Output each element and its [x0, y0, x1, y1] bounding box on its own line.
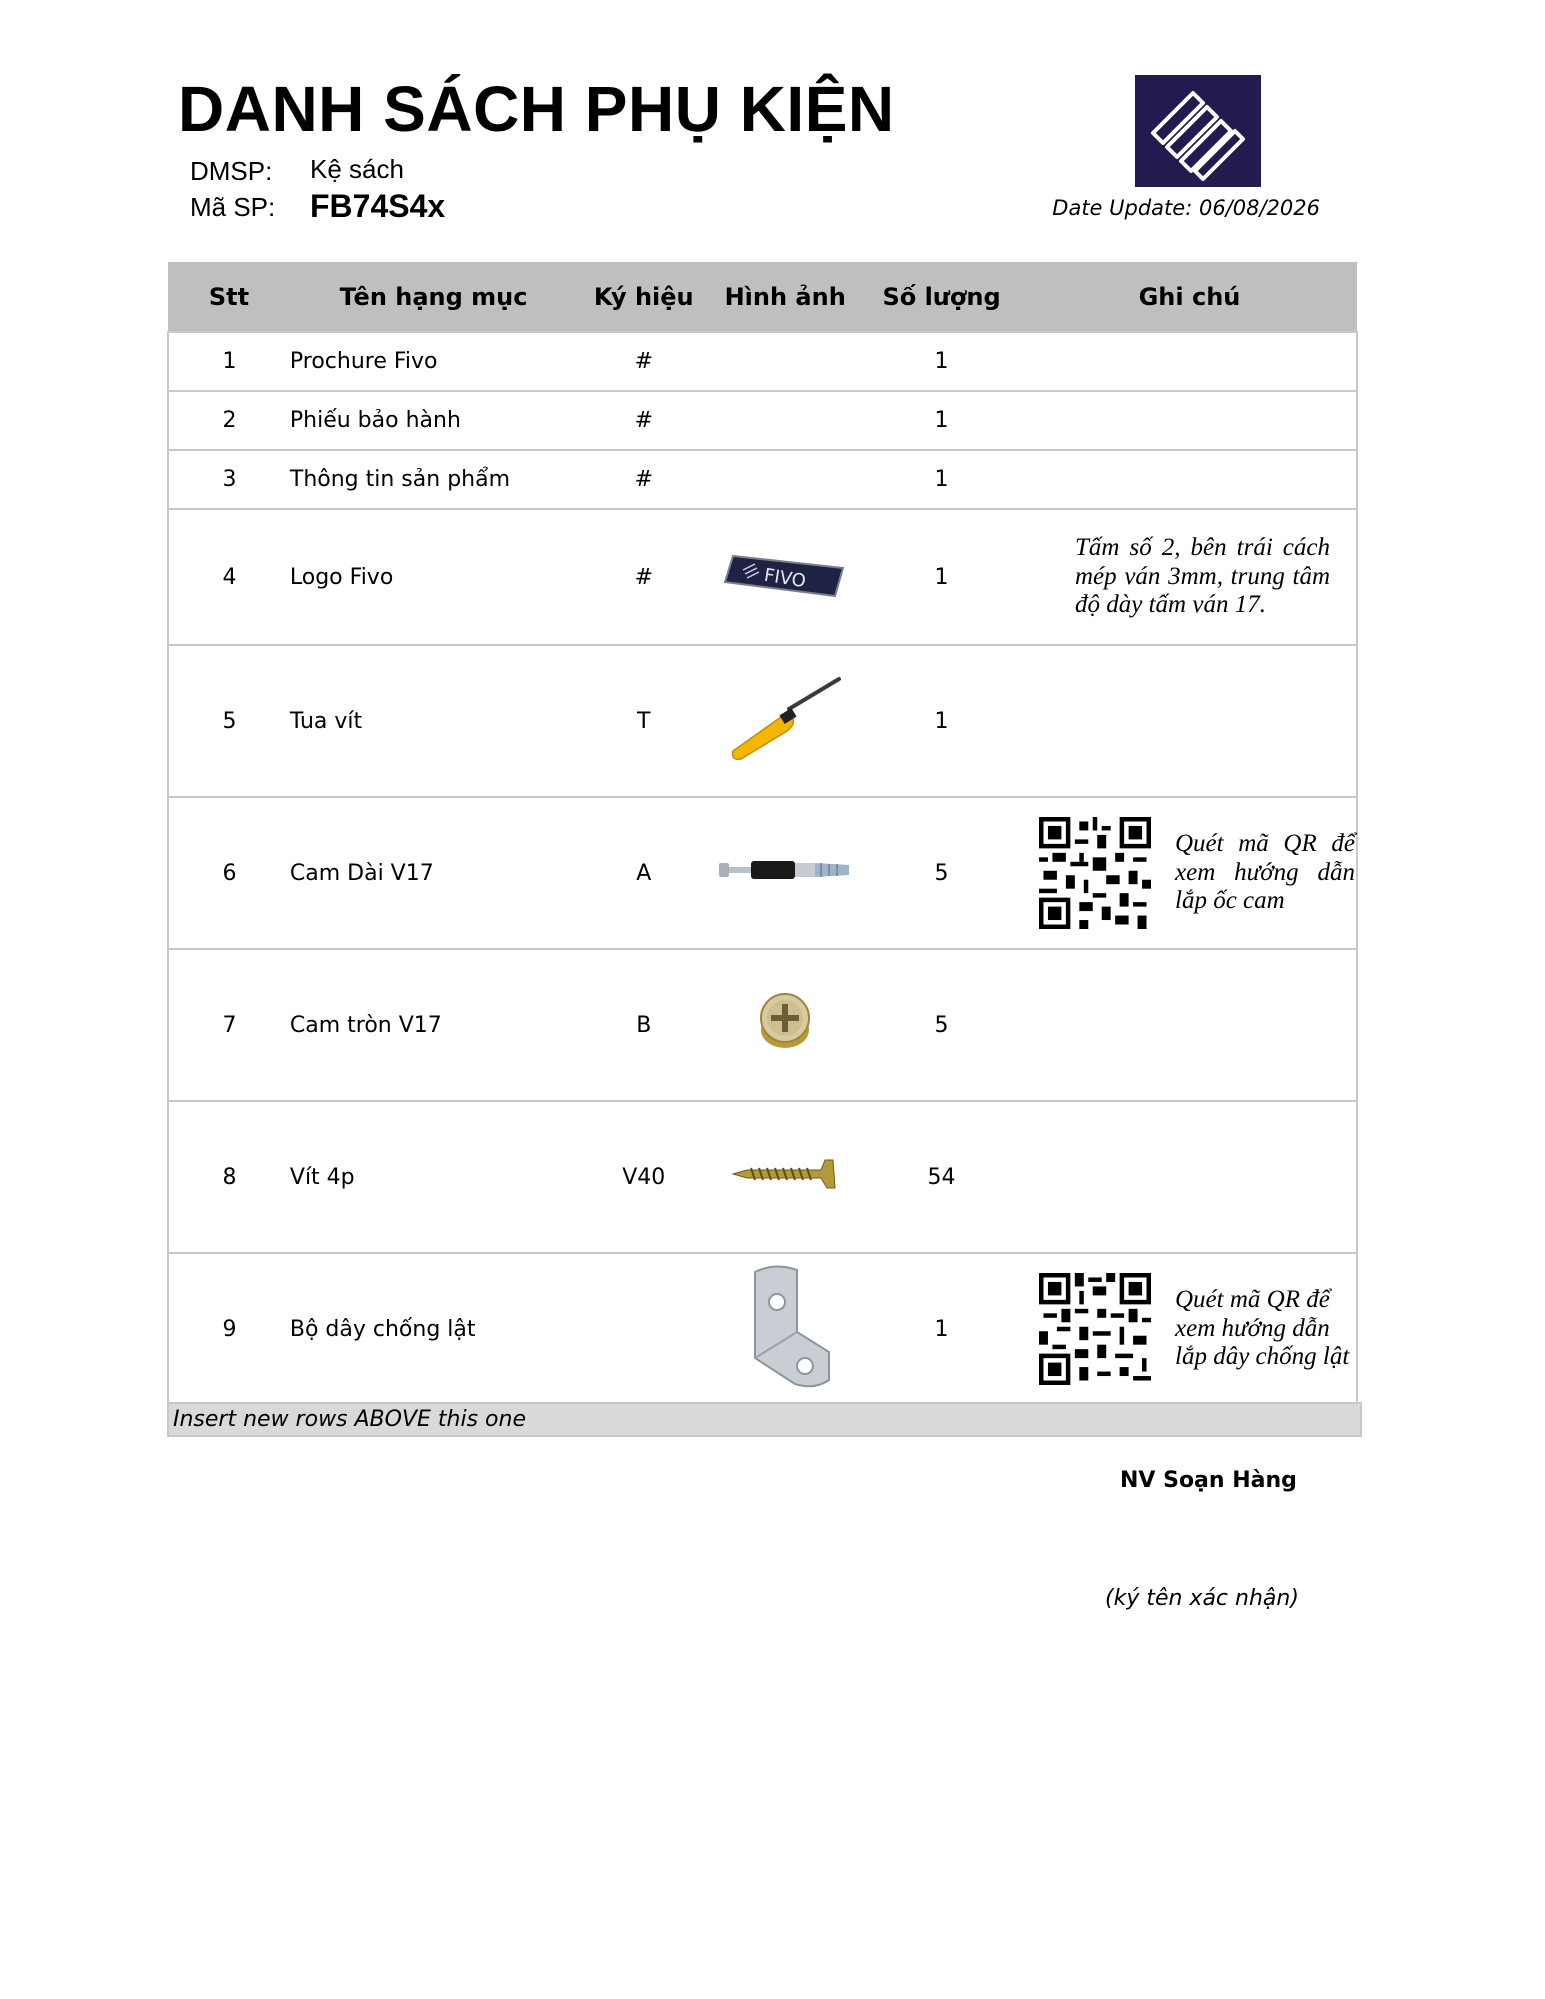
product-code-label: Mã SP:: [190, 192, 276, 222]
table-row: [168, 797, 1357, 949]
row-symbol: V40: [578, 1101, 709, 1253]
row-stt: 9: [168, 1253, 290, 1405]
row-note: [1022, 645, 1357, 797]
qr-code-icon[interactable]: [1039, 817, 1151, 929]
row-image: [709, 645, 861, 797]
page-title: DANH SÁCH PHỤ KIỆN: [178, 73, 895, 145]
table-row: [168, 450, 1357, 509]
category-label: DMSP:: [190, 156, 273, 186]
row-note: [1022, 450, 1357, 509]
qr-note-text: Quét mã QR để xem hướng dẫn lắp ốc cam: [1175, 829, 1355, 915]
product-code-value: FB74S4x: [310, 188, 446, 224]
row-symbol: #: [578, 391, 709, 450]
row-name: Prochure Fivo: [290, 332, 578, 391]
row-image: [709, 450, 861, 509]
category-value: Kệ sách: [310, 154, 404, 184]
qr-note: [1023, 1273, 1355, 1385]
column-header-image: Hình ảnh: [709, 262, 861, 332]
row-name: Vít 4p: [290, 1101, 578, 1253]
row-image: [709, 332, 861, 391]
row-name: Thông tin sản phẩm: [290, 450, 578, 509]
row-quantity: 1: [861, 645, 1022, 797]
row-symbol: [578, 1253, 709, 1405]
row-quantity: 54: [861, 1101, 1022, 1253]
qr-note: [1023, 817, 1355, 929]
row-symbol: A: [578, 797, 709, 949]
row-name: Bộ dây chống lật: [290, 1253, 578, 1405]
column-header-symbol: Ký hiệu: [578, 262, 709, 332]
row-name: Logo Fivo: [290, 509, 578, 645]
table-row: [168, 1253, 1357, 1405]
table-row: [168, 645, 1357, 797]
fivo-logo-badge-icon: [723, 544, 847, 604]
angle-bracket-icon: [735, 1262, 835, 1390]
svg-text:FIVO: FIVO: [762, 564, 808, 593]
column-header-quantity: Số lượng: [861, 262, 1022, 332]
row-note: [1022, 1253, 1357, 1405]
row-image: [709, 797, 861, 949]
row-stt: 7: [168, 949, 290, 1101]
signature-hint: (ký tên xác nhận): [1105, 1586, 1299, 1611]
row-name: Tua vít: [290, 645, 578, 797]
row-name: Cam Dài V17: [290, 797, 578, 949]
screwdriver-icon: [723, 673, 847, 763]
qr-code-icon[interactable]: [1039, 1273, 1151, 1385]
long-cam-bolt-icon: [717, 855, 853, 885]
row-symbol: #: [578, 509, 709, 645]
row-stt: 2: [168, 391, 290, 450]
round-cam-lock-icon: [755, 992, 815, 1052]
row-note: [1022, 391, 1357, 450]
row-stt: 6: [168, 797, 290, 949]
row-quantity: 1: [861, 509, 1022, 645]
column-header-note: Ghi chú: [1022, 262, 1357, 332]
row-name: Cam tròn V17: [290, 949, 578, 1101]
table-row: [168, 949, 1357, 1101]
row-stt: 4: [168, 509, 290, 645]
row-stt: 3: [168, 450, 290, 509]
column-header-stt: Stt: [168, 262, 290, 332]
row-symbol: #: [578, 332, 709, 391]
table-row: [168, 1101, 1357, 1253]
accessory-table: [167, 262, 1358, 1406]
row-note: [1022, 332, 1357, 391]
row-name: Phiếu bảo hành: [290, 391, 578, 450]
row-note: [1022, 797, 1357, 949]
row-quantity: 1: [861, 391, 1022, 450]
date-update: Date Update: 06/08/2026: [1052, 196, 1320, 220]
brand-logo-icon: [1135, 75, 1261, 187]
row-quantity: 1: [861, 332, 1022, 391]
qr-note-text: Quét mã QR để xem hướng dẫn lắp dây chống lật: [1175, 1285, 1350, 1371]
table-header-row: [168, 262, 1357, 332]
row-quantity: 5: [861, 949, 1022, 1101]
row-image: [709, 509, 861, 645]
row-quantity: 1: [861, 450, 1022, 509]
row-note: [1022, 949, 1357, 1101]
row-symbol: T: [578, 645, 709, 797]
row-quantity: 5: [861, 797, 1022, 949]
signer-title: NV Soạn Hàng: [1120, 1468, 1297, 1493]
row-stt: 8: [168, 1101, 290, 1253]
row-note: [1022, 1101, 1357, 1253]
table-row: [168, 391, 1357, 450]
column-header-name: Tên hạng mục: [290, 262, 578, 332]
table-row: [168, 509, 1357, 645]
row-note: [1022, 509, 1357, 645]
row-stt: 5: [168, 645, 290, 797]
row-symbol: #: [578, 450, 709, 509]
insert-rows-hint: Insert new rows ABOVE this one: [167, 1402, 1362, 1437]
row-symbol: B: [578, 949, 709, 1101]
row-image: [709, 949, 861, 1101]
row-image: [709, 391, 861, 450]
row-image: [709, 1253, 861, 1405]
row-stt: 1: [168, 332, 290, 391]
wood-screw-icon: [729, 1156, 841, 1192]
note-text: Tấm số 2, bên trái cách mép ván 3mm, trung tâm độ dày tấm ván 17.: [1075, 533, 1330, 619]
table-row: [168, 332, 1357, 391]
row-quantity: 1: [861, 1253, 1022, 1405]
row-image: [709, 1101, 861, 1253]
